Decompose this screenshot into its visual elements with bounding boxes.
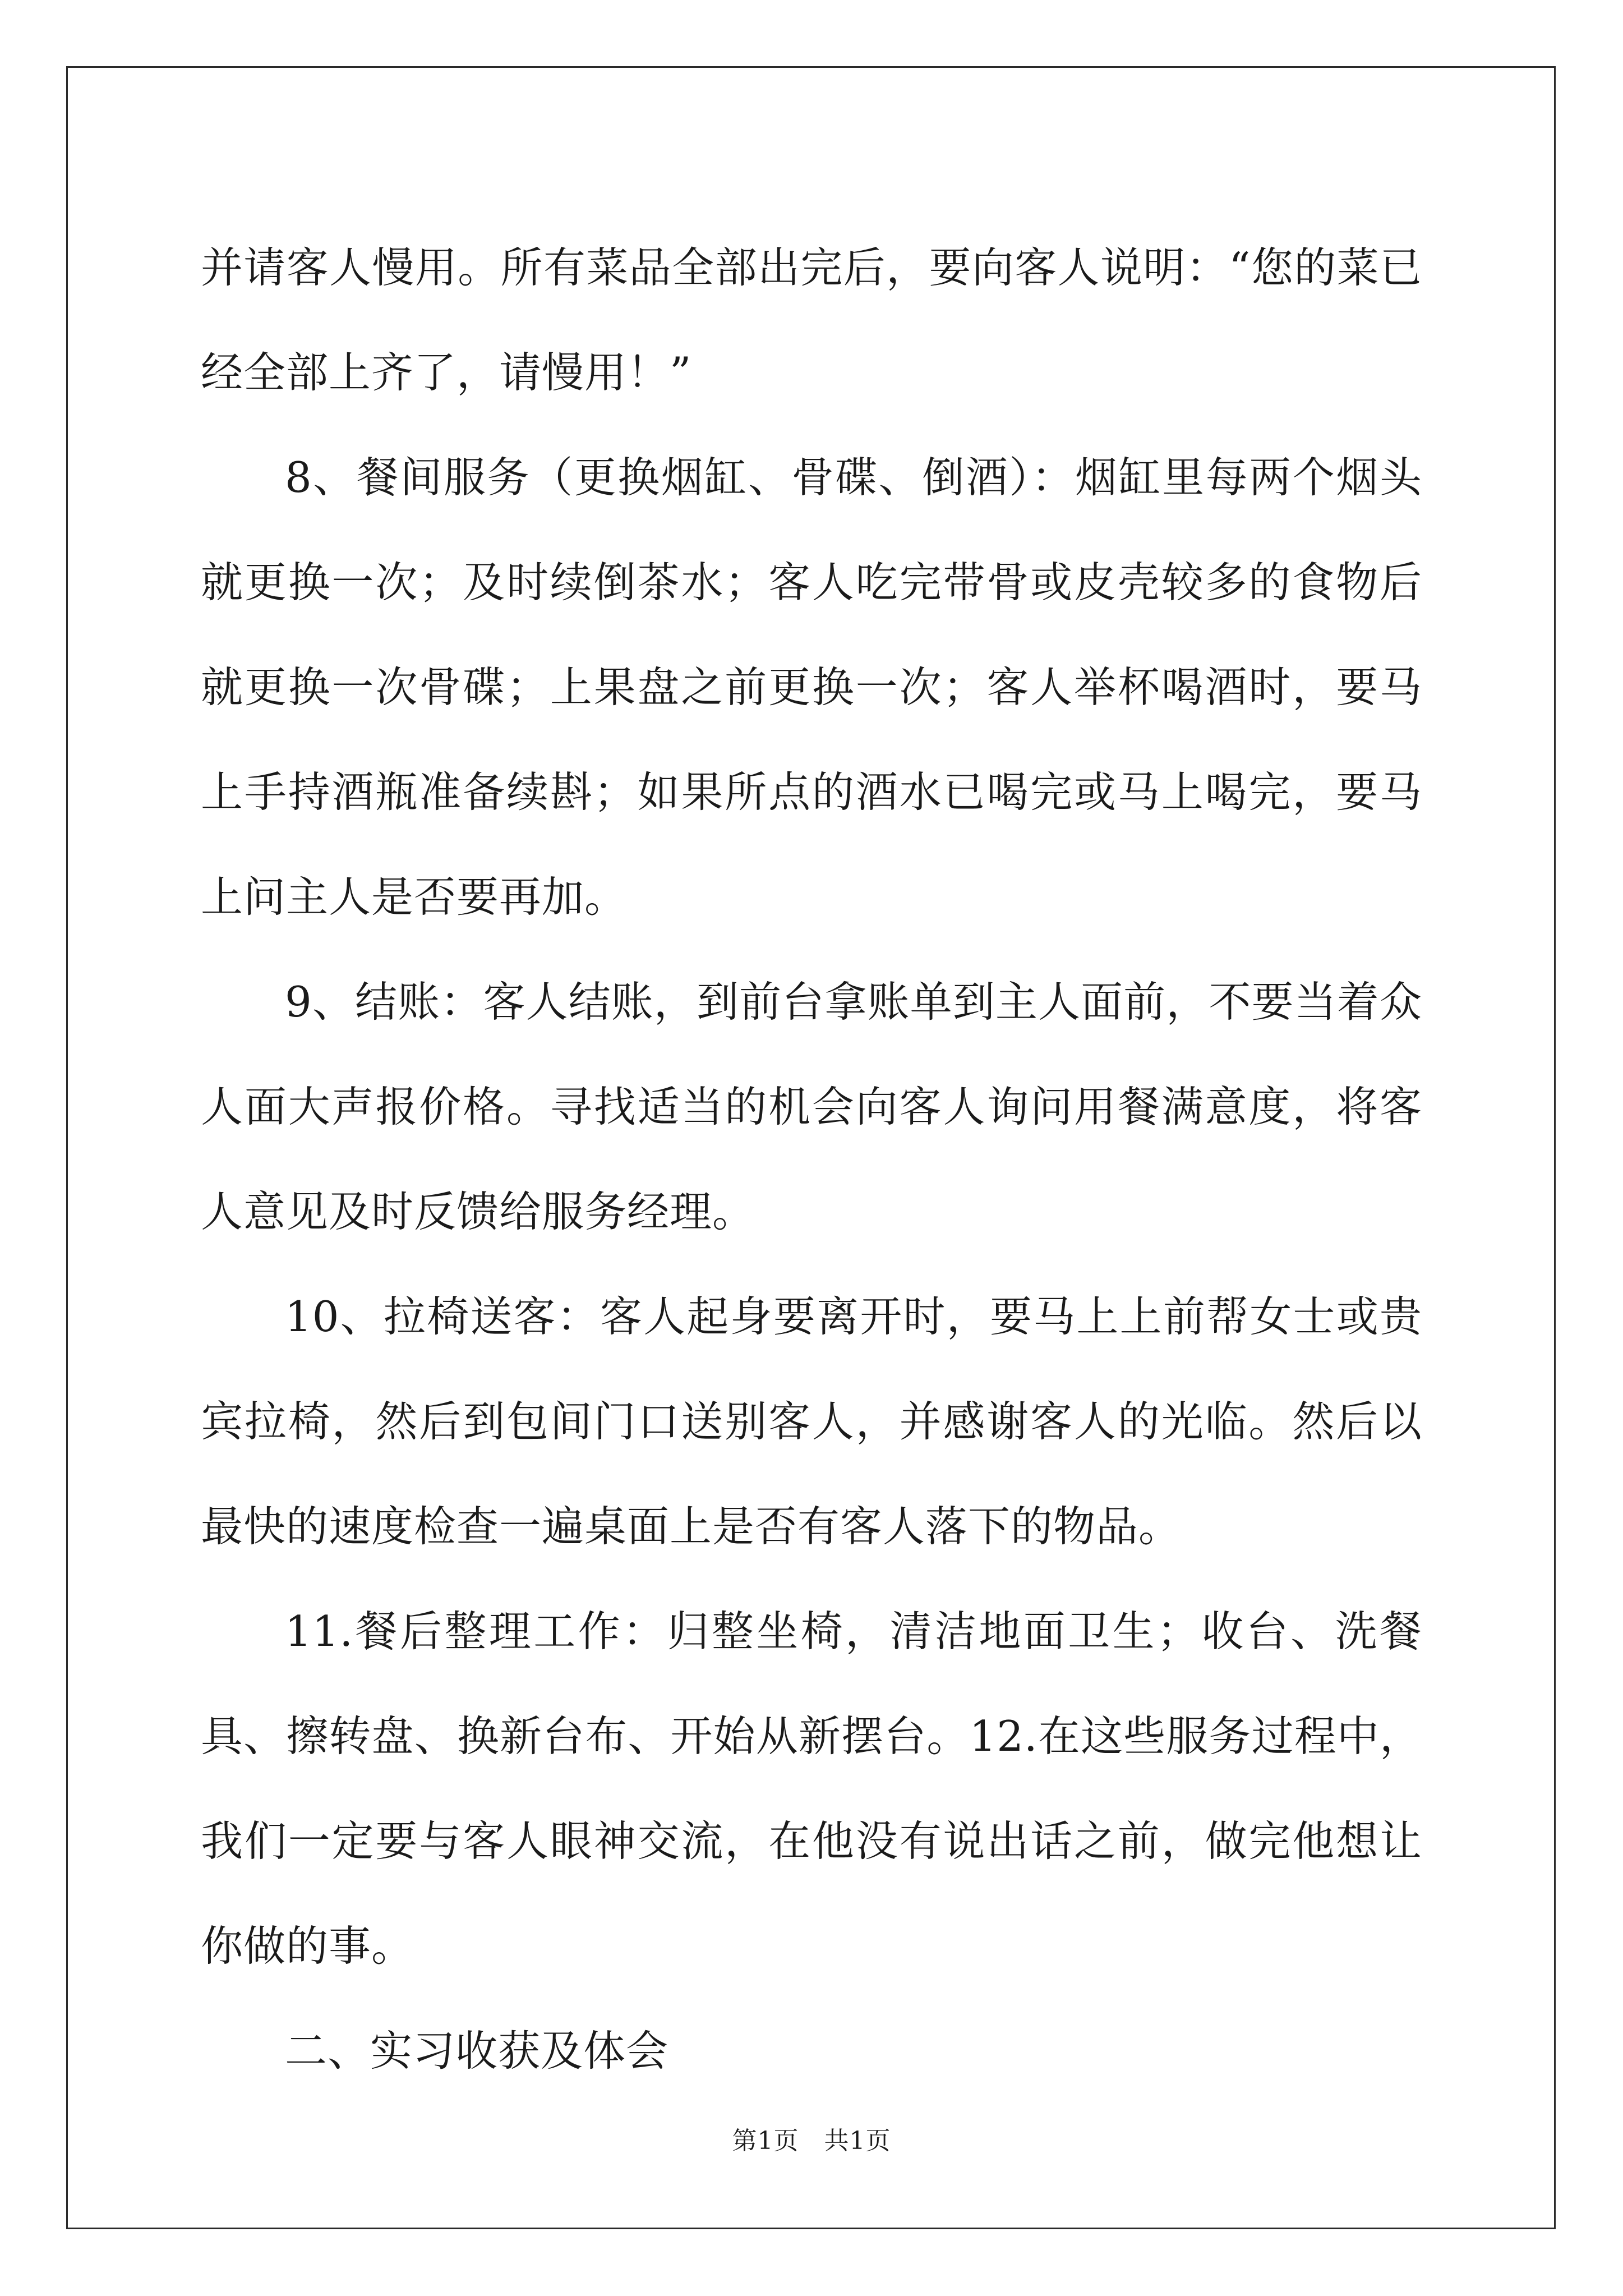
document-body — [201, 215, 1422, 2104]
paragraph-closing-service: 并请客人慢用。所有菜品全部出完后，要向客人说明：“您的菜已经全部上齐了，请慢用！” — [201, 243, 1422, 397]
section-heading: 二、实习收获及体会 — [285, 2026, 669, 2076]
paragraph-checkout: 9、结账：客人结账，到前台拿账单到主人面前，不要当着众人面大声报价格。寻找适当的机会向客人询问用餐满意度，将客人意见及时反馈给服务经理。 — [201, 977, 1422, 1236]
paragraph-cleanup: 11.餐后整理工作：归整坐椅，清洁地面卫生；收台、洗餐具、擦转盘、换新台布、开始从新摆台。12.在这些服务过程中，我们一定要与客人眼神交流，在他没有说出话之前，做完他想让你做的事。 — [201, 1607, 1422, 1971]
paragraph-table-service: 8、餐间服务（更换烟缸、骨碟、倒酒）：烟缸里每两个烟头就更换一次；及时续倒茶水；客人吃完带骨或皮壳较多的食物后就更换一次骨碟；上果盘之前更换一次；客人举杯喝酒时，要马上手持酒瓶准备续斟；如果所点的酒水已喝完或马上喝完，要马上问主人是否要再加。 — [201, 453, 1422, 922]
paragraph-seeing-off: 10、拉椅送客：客人起身要离开时，要马上上前帮女士或贵宾拉椅，然后到包间门口送别客人，并感谢客人的光临。然后以最快的速度检查一遍桌面上是否有客人落下的物品。 — [201, 1292, 1422, 1551]
page-number-footer: 第1页 共1页 — [732, 2127, 891, 2155]
